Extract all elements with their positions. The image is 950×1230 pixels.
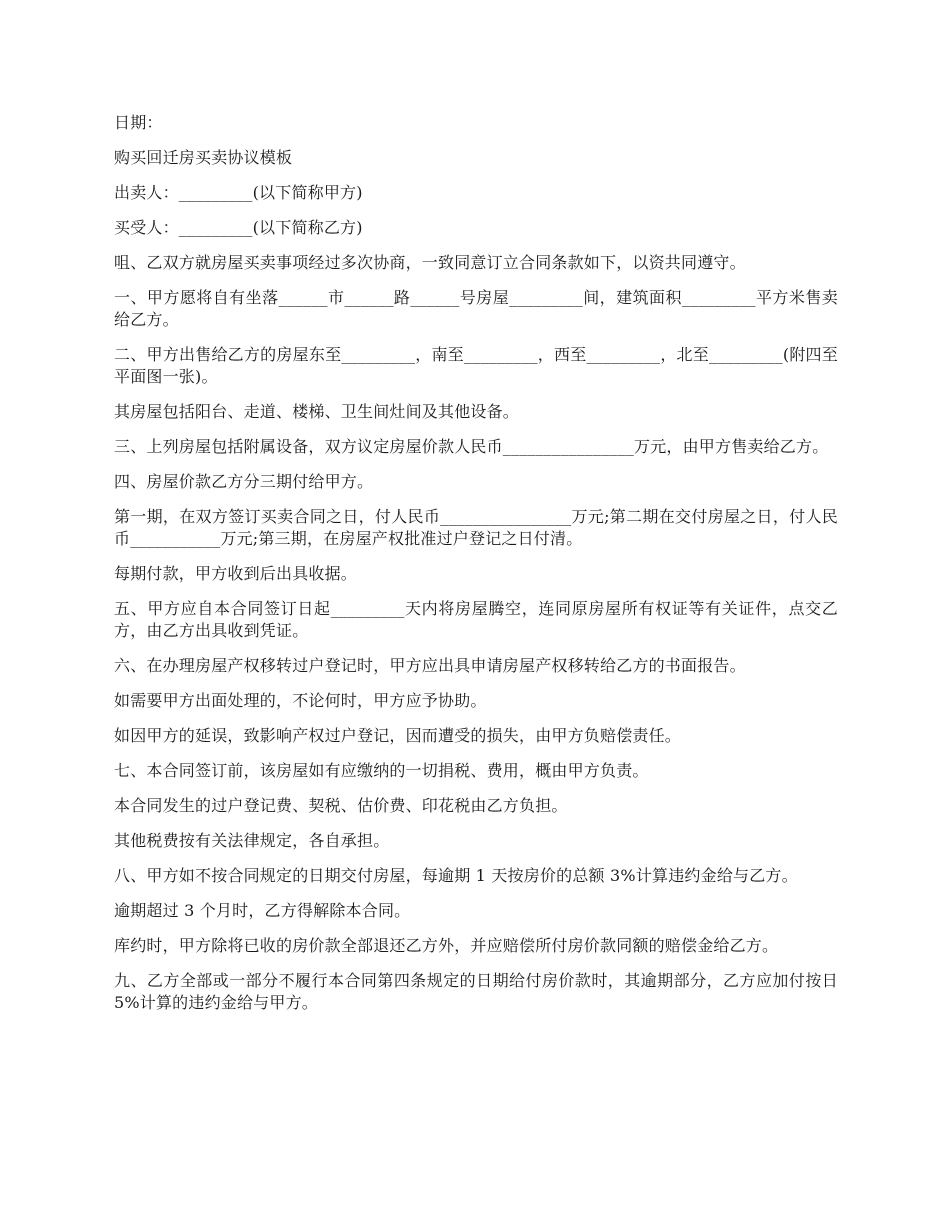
clause-6: 六、在办理房屋产权移转过户登记时，甲方应出具申请房屋产权移转给乙方的书面报告。 [114,656,746,675]
clause-2: 二、甲方出售给乙方的房屋东至_________，南至_________，西至_________，北至_________(附四至平面图一张)。 [114,345,838,386]
clause-5: 五、甲方应自本合同签订日起_________天内将房屋腾空，连同原房屋所有权证等有关证件，点交乙方，由乙方出具收到凭证。 [114,599,838,640]
clause-6-assist: 如需要甲方出面处理的，不论何时，甲方应予协助。 [114,691,487,710]
buyer-line: 买受人：_________(以下简称乙方) [114,218,363,237]
clause-4-receipt: 每期付款，甲方收到后出具收据。 [114,564,358,583]
document-title: 购买回迁房买卖协议模板 [114,148,293,167]
clause-8-refund: 库约时，甲方除将已收的房价款全部退还乙方外，并应赔偿所付房价款同额的赔偿金给乙方。 [114,936,779,955]
document-page [114,112,844,1027]
clause-7-fees: 本合同发生的过户登记费、契税、估价费、印花税由乙方负担。 [114,796,568,815]
clause-2-note: 其房屋包括阳台、走道、楼梯、卫生间灶间及其他设备。 [114,402,520,421]
clause-1: 一、甲方愿将自有坐落______市______路______号房屋_________间，建筑面积_________平方米售卖给乙方。 [114,288,838,329]
date-line: 日期： [114,113,163,132]
clause-9: 九、乙方全部或一部分不履行本合同第四条规定的日期给付房价款时，其逾期部分，乙方应加付按日 5%计算的违约金给与甲方。 [114,971,844,1012]
clause-6-liability: 如因甲方的延误，致影响产权过户登记，因而遭受的损失，由甲方负赔偿责任。 [114,726,682,745]
seller-line: 出卖人：_________(以下简称甲方) [114,183,363,202]
clause-8: 八、甲方如不按合同规定的日期交付房屋，每逾期 1 天按房价的总额 3%计算违约金给与乙方。 [114,866,798,885]
clause-4-payment-terms: 第一期，在双方签订买卖合同之日，付人民币________________万元;第二期在交付房屋之日，付人民币___________万元;第三期，在房屋产权批准过户登记之日付清。 [114,507,838,548]
clause-4: 四、房屋价款乙方分三期付给甲方。 [114,472,374,491]
preamble-paragraph: 咀、乙双方就房屋买卖事项经过多次协商，一致同意订立合同条款如下，以资共同遵守。 [114,253,746,272]
clause-7: 七、本合同签订前，该房屋如有应缴纳的一切捐税、费用，概由甲方负责。 [114,761,649,780]
clause-3: 三、上列房屋包括附属设备，双方议定房屋价款人民币________________万元，由甲方售卖给乙方。 [114,437,829,456]
clause-8-termination: 逾期超过 3 个月时，乙方得解除本合同。 [114,901,411,920]
clause-7-other-taxes: 其他税费按有关法律规定，各自承担。 [114,831,390,850]
